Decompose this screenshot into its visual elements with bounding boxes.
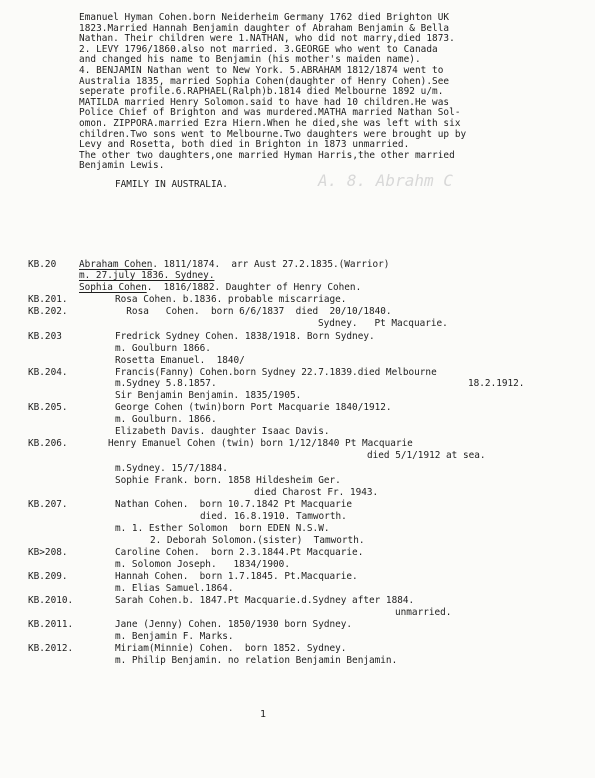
entry-line: m. Benjamin F. Marks.	[115, 631, 234, 642]
intro-line: The other two daughters,one married Hyman Harris,the other married	[79, 149, 455, 161]
entry-line: Sophie Frank. born. 1858 Hildesheim Ger.	[115, 475, 341, 486]
section-title: FAMILY IN AUSTRALIA.	[115, 179, 228, 190]
intro-line: 2. LEVY 1796/1860.also not married. 3.GEORGE who went to Canada	[79, 43, 438, 55]
entry-line: Jane (Jenny) Cohen. 1850/1930 born Sydney.	[115, 619, 353, 630]
intro-line: Australia 1835, married Sophia Cohen(daughter of Henry Cohen).See	[79, 75, 450, 87]
entry-detail: . 1811/1874. arr Aust 27.2.1835.(Warrior)	[152, 259, 390, 270]
entry-line: m. 1. Esther Solomon born EDEN N.S.W.	[115, 523, 330, 534]
entry-line: m. Solomon Joseph. 1834/1900.	[115, 559, 290, 570]
intro-line: Benjamin Lewis.	[79, 160, 165, 172]
intro-line: Levy and Rosetta, both died in Brighton in 1873 unmarried.	[79, 139, 410, 151]
entry-ref: KB.201.	[28, 294, 68, 305]
entry-line	[79, 282, 361, 293]
entry-line: died. 16.8.1910. Tamworth.	[200, 511, 347, 522]
entry-line: Sydney. Pt Macquarie.	[318, 318, 448, 329]
entry-detail: . 1816/1882. Daughter of Henry Cohen.	[146, 282, 362, 293]
intro-line: children.Two sons went to Melbourne.Two daughters were brought up by	[79, 128, 467, 140]
intro-line: and changed his name to Benjamin (his mother's maiden name).	[79, 54, 421, 66]
intro-line: Emanuel Hyman Cohen.born Neiderheim Germany 1762 died Brighton UK	[79, 12, 450, 23]
entry-line: unmarried.	[395, 607, 452, 618]
entry-line: Nathan Cohen. born 10.7.1842 Pt Macquarie	[115, 499, 353, 510]
entry-line: Fredrick Sydney Cohen. 1838/1918. Born Sydney.	[115, 331, 375, 342]
entry-line: Sarah Cohen.b. 1847.Pt Macquarie.d.Sydney after 1884.	[115, 595, 415, 606]
entry-ref: KB>208.	[28, 547, 68, 558]
entry-line: m. Goulburn. 1866.	[115, 414, 217, 425]
entry-ref: KB.2010.	[28, 595, 74, 606]
entry-line: Miriam(Minnie) Cohen. born 1852. Sydney.	[115, 643, 347, 654]
entry-ref: KB.205.	[28, 402, 68, 413]
intro-line: Nathan. Their children were 1.NATHAN, who did not marry,died 1873.	[79, 33, 455, 45]
entry-ref: KB.209.	[28, 571, 68, 582]
intro-line: omon. ZIPPORA.married Ezra Hiern.When he died,she was left with six	[79, 117, 461, 129]
entry-line: m. Goulburn 1866.	[115, 343, 211, 354]
entry-line: 18.2.1912.	[468, 378, 525, 389]
entry-line: Hannah Cohen. born 1.7.1845. Pt.Macquarie.	[115, 571, 358, 582]
entry-line: 2. Deborah Solomon.(sister) Tamworth.	[150, 535, 365, 546]
entry-ref: KB.2011.	[28, 619, 74, 630]
intro-line: 4. BENJAMIN Nathan went to New York. 5.ABRAHAM 1812/1874 went to	[79, 64, 444, 76]
intro-line: Police Chief of Brighton and was murdered.MATHA married Nathan Sol-	[79, 107, 461, 119]
entry-line	[79, 259, 389, 270]
entry-ref: KB.20	[28, 259, 57, 270]
entry-line: m.Sydney 5.8.1857.	[115, 378, 217, 389]
entry-line: Francis(Fanny) Cohen.born Sydney 22.7.1839.died Melbourne	[115, 367, 437, 378]
intro-line: seperate profile.6.RAPHAEL(Ralph)b.1814 died Melbourne 1892 u/m.	[79, 86, 444, 98]
entry-line: m. Elias Samuel.1864.	[115, 583, 234, 594]
entry-line: m.Sydney. 15/7/1884.	[115, 463, 228, 474]
entry-line: m. Philip Benjamin. no relation Benjamin Benjamin.	[115, 655, 398, 666]
entry-ref: KB.204.	[28, 367, 68, 378]
intro-line: MATILDA married Henry Solomon.said to have had 10 children.He was	[79, 96, 450, 108]
entry-line: Rosa Cohen. born 6/6/1837 died 20/10/1840.	[115, 306, 392, 317]
entry-line: Sir Benjamin Benjamin. 1835/1905.	[115, 390, 302, 401]
page-number: 1	[260, 709, 267, 720]
person-name: Abraham Cohen	[79, 259, 153, 270]
entry-line: died 5/1/1912 at sea.	[367, 450, 486, 461]
entry-line: m. 27.july 1836. Sydney.	[79, 270, 215, 281]
entry-line: died Charost Fr. 1943.	[254, 487, 379, 498]
entry-line: Elizabeth Davis. daughter Isaac Davis.	[115, 426, 330, 437]
entry-ref: KB.2012.	[28, 643, 74, 654]
entry-ref: KB.203	[28, 331, 62, 342]
entry-line: George Cohen (twin)born Port Macquarie 1840/1912.	[115, 402, 392, 413]
entry-ref: KB.207.	[28, 499, 68, 510]
entry-line: Rosetta Emanuel. 1840/	[115, 355, 245, 366]
entry-ref: KB.206.	[28, 438, 68, 449]
bleed-through-text: A. 8. Abrahm C	[318, 171, 453, 190]
entry-line: Caroline Cohen. born 2.3.1844.Pt Macquarie.	[115, 547, 364, 558]
person-name: Sophia Cohen	[79, 282, 147, 293]
intro-line: 1823.Married Hannah Benjamin daughter of Abraham Benjamin & Bella	[79, 22, 450, 34]
entry-line: Henry Emanuel Cohen (twin) born 1/12/1840 Pt Macquarie	[108, 438, 413, 449]
entry-ref: KB.202.	[28, 306, 68, 317]
entry-line: Rosa Cohen. b.1836. probable miscarriage.	[115, 294, 347, 305]
